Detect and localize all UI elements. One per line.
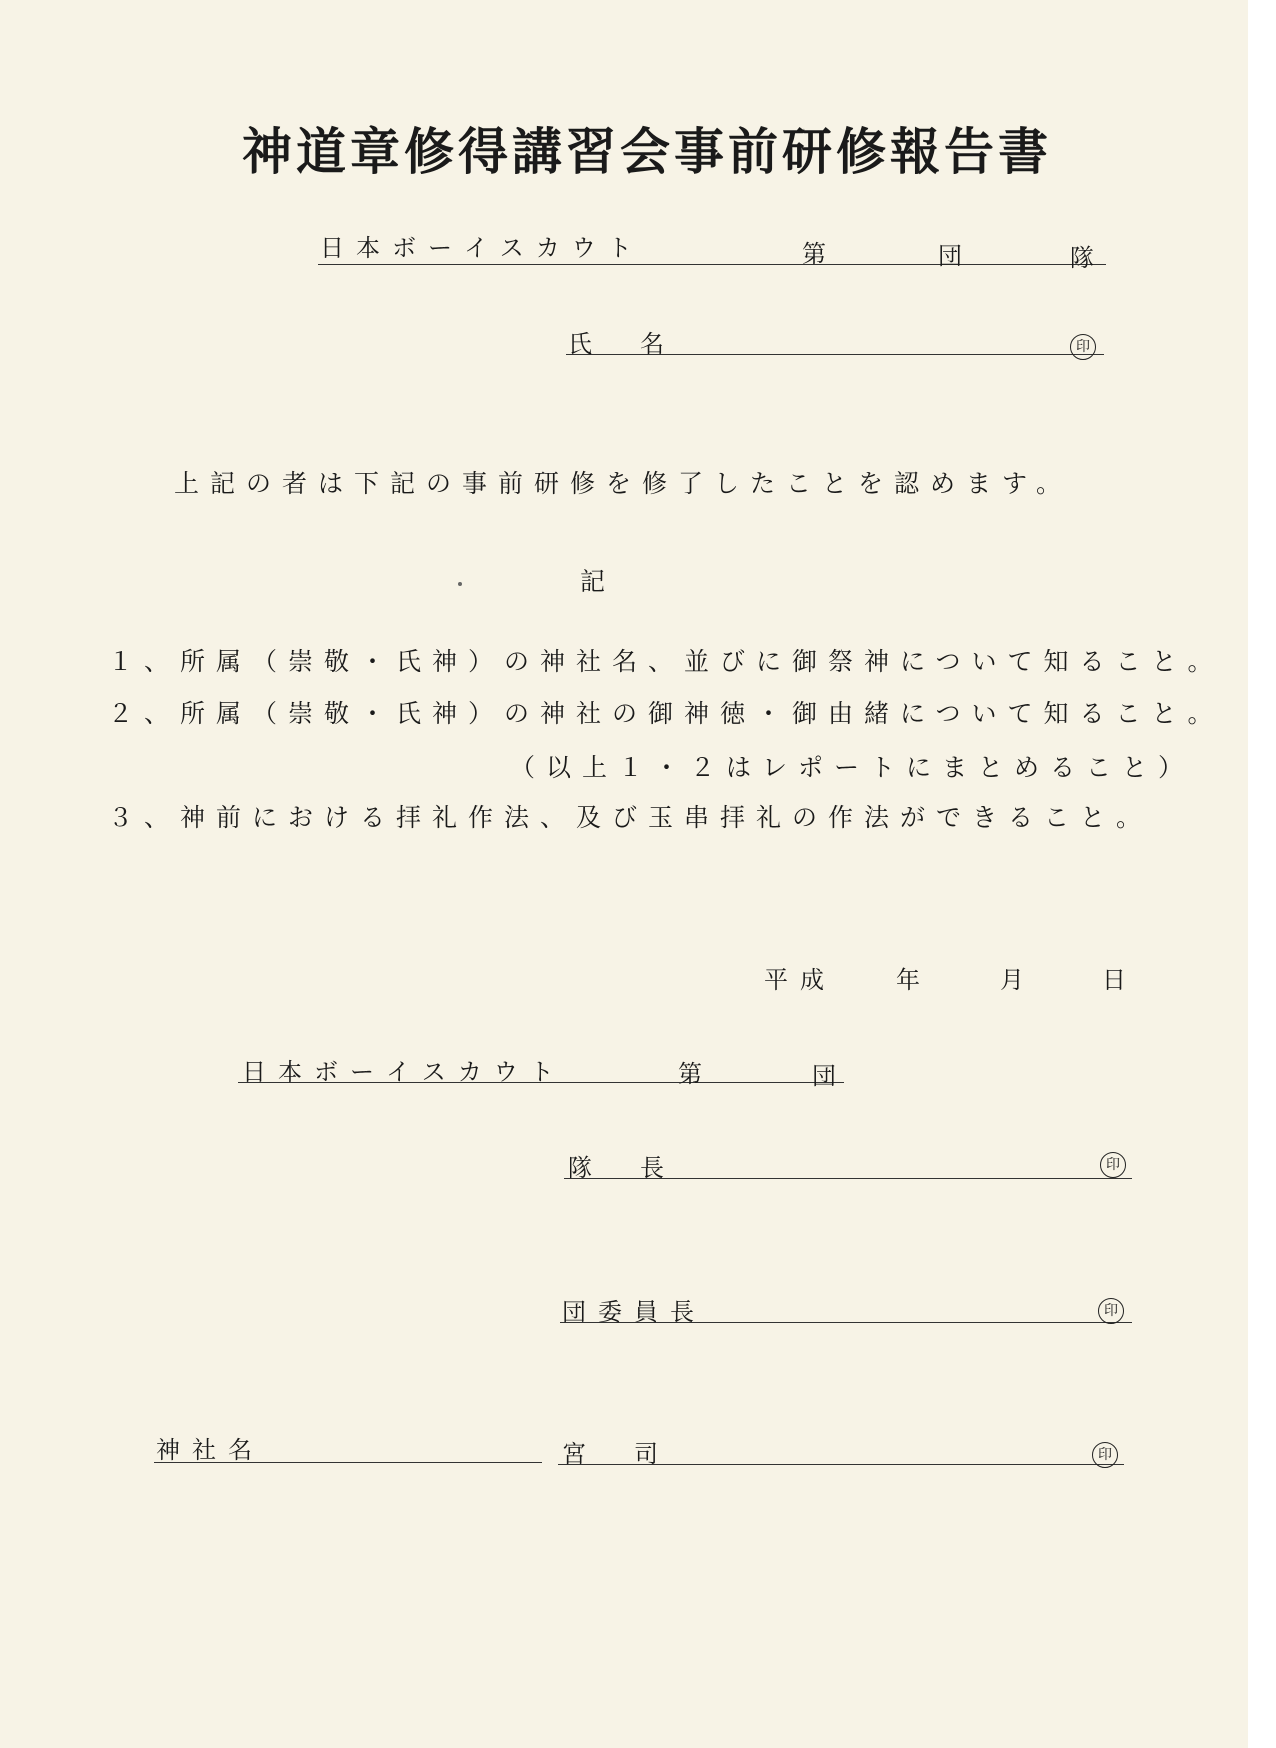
group-dan-label: 団 [812,1062,848,1090]
date-era-label: 平成 [764,966,836,994]
item-3-text: ３、神前における拝礼作法、及び玉串拝礼の作法ができること。 [108,803,1153,832]
date-day-label: 日 [1102,966,1138,994]
leader-label: 隊 長 [568,1154,676,1182]
paper-speck [458,582,462,586]
date-year-label: 年 [896,966,932,994]
shrine-name-label: 神社名 [156,1436,264,1464]
troop-dan-label: 団 [938,242,974,270]
committee-label: 団委員長 [562,1298,706,1326]
date-month-label: 月 [1000,966,1036,994]
statement-text: 上記の者は下記の事前研修を修了したことを認めます。 [174,469,1073,498]
committee-seal-icon: 印 [1098,1298,1124,1324]
troop-org-label: 日本ボーイスカウト [320,234,644,262]
item-2-note-text: （以上１・２はレポートにまとめること） [510,753,1195,782]
item-1-text: １、所属（崇敬・氏神）の神社名、並びに御祭神について知ること。 [108,647,1224,676]
ki-heading: 記 [580,567,617,596]
troop-dai-label: 第 [802,240,838,268]
group-org-label: 日本ボーイスカウト [242,1058,566,1086]
troop-tai-label: 隊 [1070,244,1106,272]
item-2-text: ２、所属（崇敬・氏神）の神社の御神徳・御由緒について知ること。 [108,699,1224,728]
paper-edge [1248,0,1276,1748]
group-dai-label: 第 [678,1060,714,1088]
priest-label: 宮 司 [562,1440,670,1468]
leader-seal-icon: 印 [1100,1152,1126,1178]
name-label: 氏 名 [568,330,676,358]
name-seal-icon: 印 [1070,334,1096,360]
priest-seal-icon: 印 [1092,1442,1118,1468]
document-title: 神道章修得講習会事前研修報告書 [242,122,1052,181]
